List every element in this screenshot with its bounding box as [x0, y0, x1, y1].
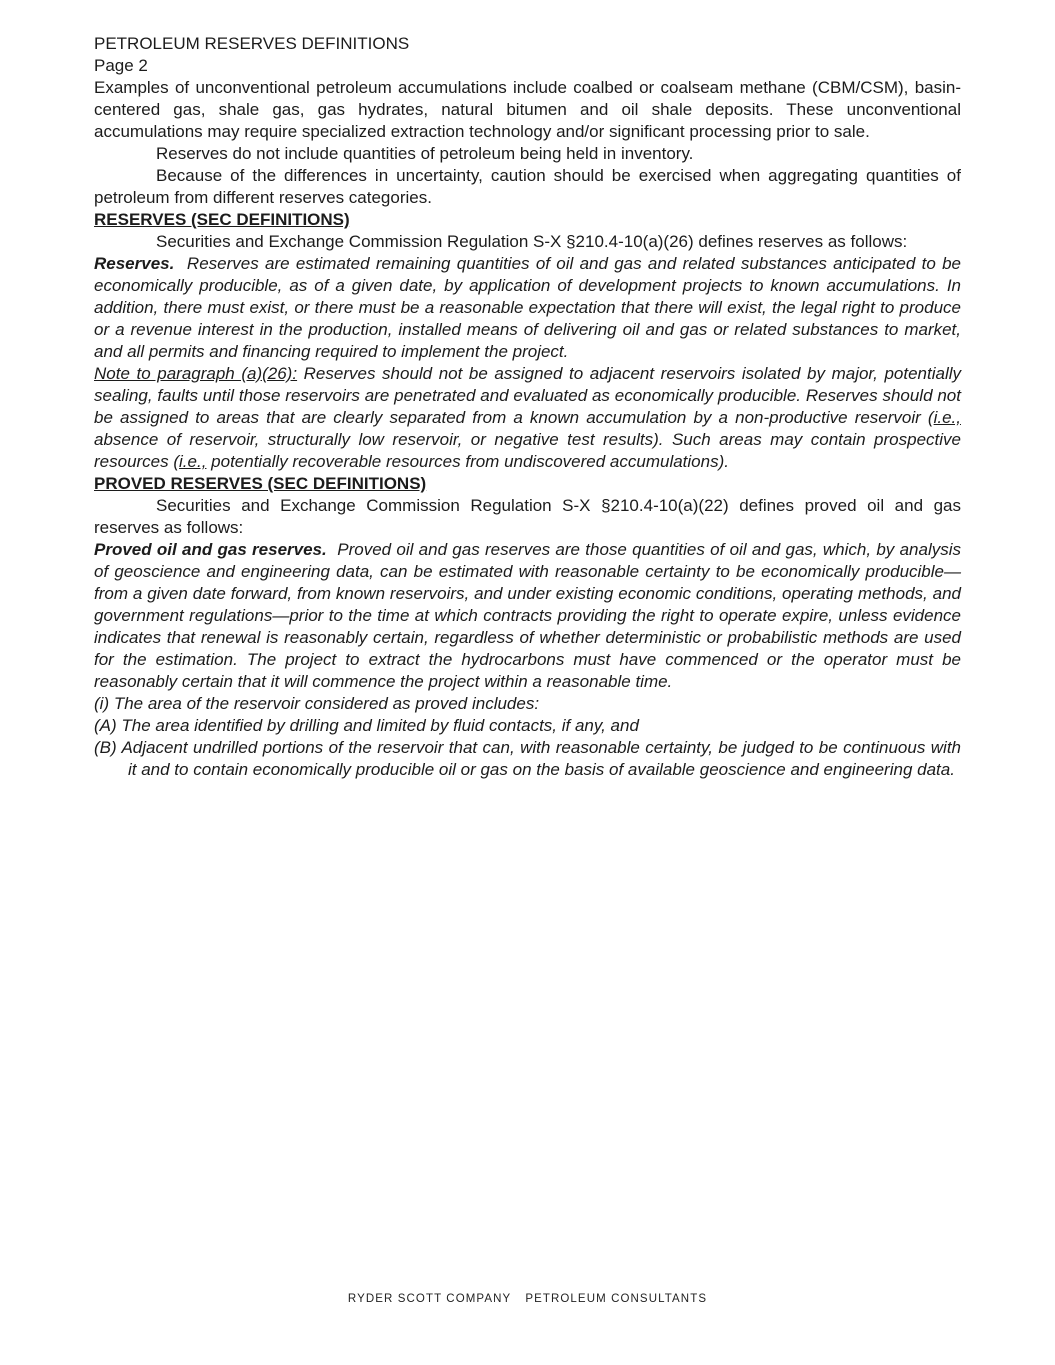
- para-inventory: Reserves do not include quantities of petroleum being held in inventory.: [156, 144, 694, 163]
- note-lead: Note to paragraph (a)(26):: [94, 364, 298, 383]
- note-segment-3: potentially recoverable resources from undiscovered accumulations).: [206, 452, 729, 471]
- note-ie-1: i.e.,: [933, 408, 961, 427]
- heading-reserves-sec-definitions: RESERVES (SEC DEFINITIONS): [94, 210, 350, 229]
- list-item-a: (A) The area identified by drilling and limited by fluid contacts, if any, and: [94, 716, 639, 735]
- reserves-term: Reserves.: [94, 254, 175, 273]
- para-sec-reserves-intro: Securities and Exchange Commission Regulation S-X §210.4-10(a)(26) defines reserves as follows:: [156, 232, 908, 251]
- heading-proved-reserves-sec-definitions: PROVED RESERVES (SEC DEFINITIONS): [94, 474, 427, 493]
- document-title: PETROLEUM RESERVES DEFINITIONS: [94, 34, 410, 53]
- proved-term: Proved oil and gas reserves.: [94, 540, 327, 559]
- para-caution: Because of the differences in uncertainty, caution should be exercised when aggregating quantities of petroleum from different reserves categories.: [94, 166, 961, 207]
- para-reserves-definition: [94, 253, 961, 363]
- page-number: Page 2: [94, 56, 148, 75]
- note-segment-2: absence of reservoir, structurally low reservoir, or negative test results). Such areas may contain prospective resources (: [94, 430, 961, 471]
- document-footer: [0, 1288, 1055, 1310]
- list-item-b: (B) Adjacent undrilled portions of the reservoir that can, with reasonable certainty, be judged to be continuous with it and to contain economically producible oil or gas on the basis of available geoscience and engineering data.: [94, 738, 961, 779]
- footer-division-name: PETROLEUM CONSULTANTS: [525, 1293, 708, 1305]
- note-segment-1: Reserves should not be assigned to adjacent reservoirs isolated by major, potentially sealing, faults until those reservoirs are penetrated and evaluated as economically producible. Reserves should not be assigned to areas that are clearly separated from a known accumulation by a non-productive reservoir (: [94, 364, 961, 427]
- document-header: [94, 33, 961, 77]
- list-item-i: (i) The area of the reservoir considered as proved includes:: [94, 694, 540, 713]
- note-ie-2: i.e.,: [179, 452, 207, 471]
- proved-definition-text: Proved oil and gas reserves are those quantities of oil and gas, which, by analysis of geoscience and engineering data, can be estimated with reasonable certainty to be economically producible—from a given date forward, from known reservoirs, and under existing economic conditions, operating methods, and government regulations—prior to the time at which contracts providing the right to operate expire, unless evidence indicates that renewal is reasonably certain, regardless of whether deterministic or probabilistic methods are used for the estimation. The project to extract the hydrocarbons must have commenced or the operator must be reasonably certain that it will commence the project within a reasonable time.: [94, 540, 961, 691]
- para-note-a26: [94, 363, 961, 473]
- reserves-definition-text: Reserves are estimated remaining quantities of oil and gas and related substances anticipated to be economically producible, as of a given date, by application of development projects to known accumulations. In addition, there must exist, or there must be a reasonable expectation that there will exist, the legal right to produce or a revenue interest in the production, installed means of delivering oil and gas or related substances to market, and all permits and financing required to implement the project.: [94, 254, 961, 361]
- footer-company-name: RYDER SCOTT COMPANY: [347, 1293, 512, 1305]
- para-sec-proved-intro: Securities and Exchange Commission Regulation S-X §210.4-10(a)(22) defines proved oil and gas reserves as follows:: [94, 496, 961, 537]
- para-unconventional: Examples of unconventional petroleum accumulations include coalbed or coalseam methane (CBM/CSM), basin-centered gas, shale gas, gas hydrates, natural bitumen and oil shale deposits. These unconventional accumulations may require specialized extraction technology and/or significant processing prior to sale.: [94, 78, 961, 141]
- para-proved-definition: [94, 539, 961, 693]
